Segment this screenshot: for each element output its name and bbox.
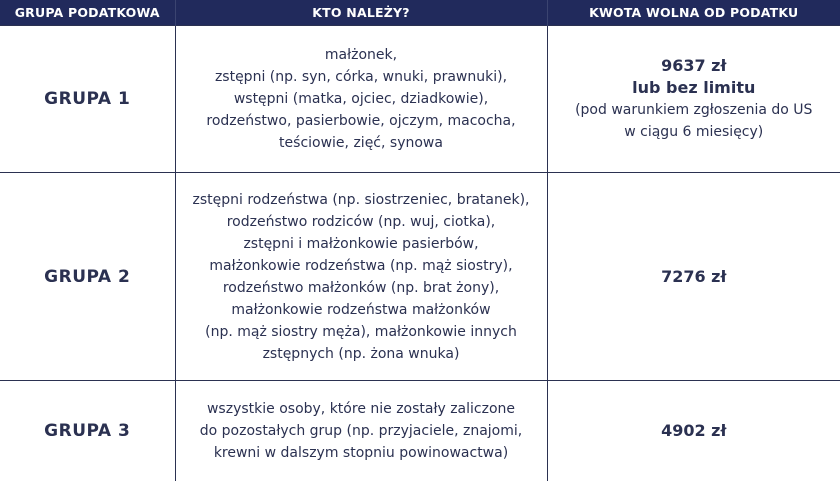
header-tax-group: GRUPA PODATKOWA xyxy=(0,0,175,26)
member-line: rodzeństwo małżonków (np. brat żony), xyxy=(222,279,500,296)
member-line: do pozostałych grup (np. przyjaciele, znajomi, xyxy=(199,422,523,439)
table-header-row xyxy=(0,0,840,26)
amount-value: 9637 zł xyxy=(661,56,727,75)
member-line: rodzeństwo, pasierbowie, ojczym, macocha, xyxy=(206,113,516,129)
member-line: (np. mąż siostry męża), małżonkowie innych xyxy=(205,323,517,340)
members-cell xyxy=(175,381,547,481)
member-line: rodzeństwo rodziców (np. wuj, ciotka), xyxy=(226,213,496,230)
member-line: małżonkowie rodzeństwa (np. mąż siostry), xyxy=(209,257,513,274)
amount-cell xyxy=(547,381,840,481)
table-row xyxy=(0,173,840,381)
members-cell xyxy=(175,26,547,173)
member-line: małżonek, xyxy=(324,47,398,63)
header-tax-free-amount: KWOTA WOLNA OD PODATKU xyxy=(547,0,840,26)
amount-note: (pod warunkiem zgłoszenia do US xyxy=(575,102,813,118)
amount-value: 7276 zł xyxy=(661,266,727,286)
member-line: zstępnych (np. żona wnuka) xyxy=(262,345,460,362)
member-line: zstępni i małżonkowie pasierbów, xyxy=(243,235,479,252)
amount-note: w ciągu 6 miesięcy) xyxy=(624,124,764,140)
member-line: krewni w dalszym stopniu powinowactwa) xyxy=(213,444,509,461)
amount-cell xyxy=(547,26,840,173)
members-cell xyxy=(175,173,547,381)
amount-value: lub bez limitu xyxy=(632,78,756,97)
amount-cell xyxy=(547,173,840,381)
member-line: zstępni rodzeństwa (np. siostrzeniec, bratanek), xyxy=(192,191,530,208)
table-row xyxy=(0,381,840,481)
group-cell xyxy=(0,26,175,173)
group-cell xyxy=(0,173,175,381)
group-name: GRUPA 3 xyxy=(44,420,131,441)
group-cell xyxy=(0,381,175,481)
group-name: GRUPA 1 xyxy=(44,89,131,109)
member-line: małżonkowie rodzeństwa małżonków xyxy=(231,301,491,318)
amount-value: 4902 zł xyxy=(661,420,727,440)
member-line: zstępni (np. syn, córka, wnuki, prawnuki), xyxy=(214,69,508,85)
table-row xyxy=(0,26,840,173)
member-line: wszystkie osoby, które nie zostały zaliczone xyxy=(206,400,515,417)
member-line: wstępni (matka, ojciec, dziadkowie), xyxy=(233,91,489,107)
group-name: GRUPA 2 xyxy=(44,266,131,287)
header-who-belongs: KTO NALEŻY? xyxy=(175,0,547,26)
member-line: teściowie, zięć, synowa xyxy=(279,135,443,151)
